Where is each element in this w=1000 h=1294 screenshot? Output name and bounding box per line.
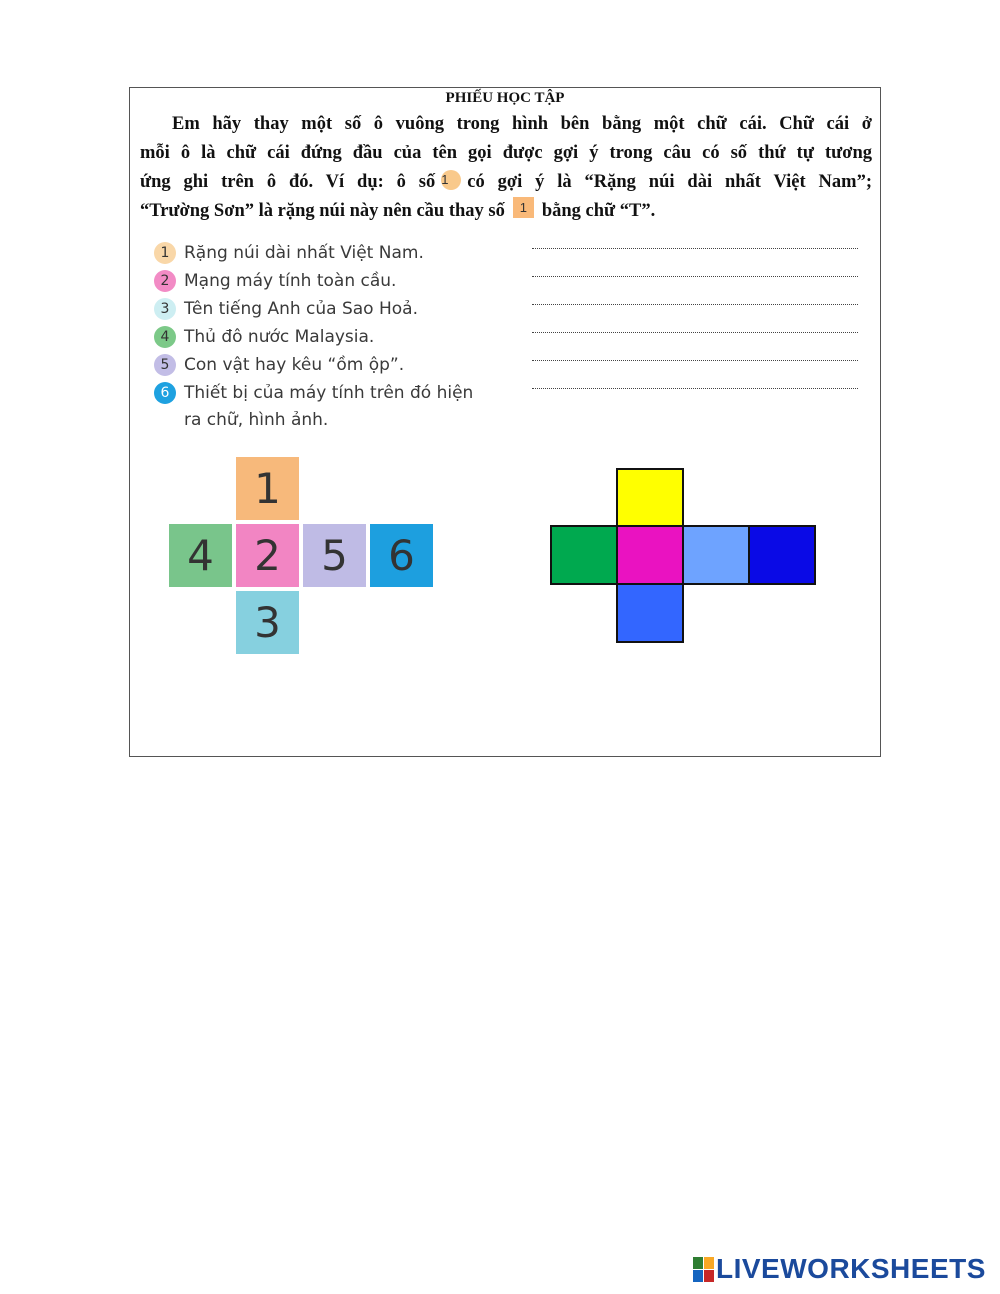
clue-item-5 — [154, 354, 404, 379]
clue-item-4 — [154, 326, 374, 351]
answer-cell-center[interactable] — [616, 525, 684, 585]
answer-cell-bottom[interactable] — [616, 583, 684, 643]
net-cell-4: 4 — [169, 524, 232, 587]
clue-text-line: Rặng núi dài nhất Việt Nam. — [184, 243, 424, 263]
instruction-paragraph — [140, 110, 872, 226]
clue-text — [184, 296, 418, 323]
answer-cell-left[interactable] — [550, 525, 618, 585]
clue-text-line: Mạng máy tính toàn cầu. — [184, 271, 397, 291]
net-cell-5: 5 — [303, 524, 366, 587]
clue-text — [184, 268, 396, 295]
clue-text — [184, 380, 473, 434]
clue-number-badge: 6 — [154, 382, 176, 404]
clue-text — [184, 352, 404, 379]
liveworksheets-logo-text: LIVEWORKSHEETS — [716, 1253, 986, 1284]
clue-text-line: Thiết bị của máy tính trên đó hiện — [184, 383, 474, 403]
instruction-line-4 — [140, 197, 872, 226]
clue-number-badge: 2 — [154, 270, 176, 292]
instruction-line-3-start: ứng ghi trên ô đó. Ví dụ: ô số — [140, 172, 436, 192]
net-cell-6: 6 — [370, 524, 433, 587]
clue-text-line: Thủ đô nước Malaysia. — [184, 327, 375, 347]
instruction-line-2: mỗi ô là chữ cái đứng đầu của tên gọi được gợi ý trong câu có số thứ tự tương — [140, 143, 872, 163]
answer-cell-right-2[interactable] — [748, 525, 816, 585]
example-circle-badge: 1 — [441, 170, 461, 190]
instruction-line-4-start: “Trường Sơn” là rặng núi này nên cầu thay số — [140, 201, 505, 221]
clue-text — [184, 324, 374, 351]
liveworksheets-logo-icon — [693, 1257, 714, 1282]
net-cell-3: 3 — [236, 591, 299, 654]
answer-cell-top[interactable] — [616, 468, 684, 527]
clue-text — [184, 240, 424, 267]
clue-text-line: Tên tiếng Anh của Sao Hoả. — [184, 299, 418, 319]
instruction-line-1: Em hãy thay một số ô vuông trong hình bên bằng một chữ cái. Chữ cái ở — [172, 114, 872, 134]
net-cell-1: 1 — [236, 457, 299, 520]
example-square-badge: 1 — [513, 197, 534, 218]
instruction-line-3-end: có gợi ý là “Rặng núi dài nhất Việt Nam”; — [467, 172, 872, 192]
answer-cell-right-1[interactable] — [682, 525, 750, 585]
answer-line-4[interactable] — [532, 332, 858, 333]
clue-number-badge: 5 — [154, 354, 176, 376]
clue-text-line: ra chữ, hình ảnh. — [184, 410, 329, 430]
liveworksheets-logo — [693, 1254, 986, 1284]
clue-number-badge: 4 — [154, 326, 176, 348]
answer-line-3[interactable] — [532, 304, 858, 305]
net-cell-2: 2 — [236, 524, 299, 587]
instruction-line-3 — [140, 168, 872, 197]
answer-line-1[interactable] — [532, 248, 858, 249]
clue-item-3 — [154, 298, 418, 323]
clue-number-badge: 3 — [154, 298, 176, 320]
worksheet-frame — [129, 87, 881, 757]
clue-number-badge: 1 — [154, 242, 176, 264]
instruction-line-4-end: bằng chữ “T”. — [541, 201, 656, 221]
worksheet-title: PHIẾU HỌC TẬP — [445, 90, 565, 106]
answer-line-2[interactable] — [532, 276, 858, 277]
clue-item-1 — [154, 242, 424, 267]
clue-text-line: Con vật hay kêu “ồm ộp”. — [184, 355, 405, 375]
clue-item-6 — [154, 382, 473, 434]
answer-line-6[interactable] — [532, 388, 858, 389]
clue-item-2 — [154, 270, 396, 295]
answer-line-5[interactable] — [532, 360, 858, 361]
